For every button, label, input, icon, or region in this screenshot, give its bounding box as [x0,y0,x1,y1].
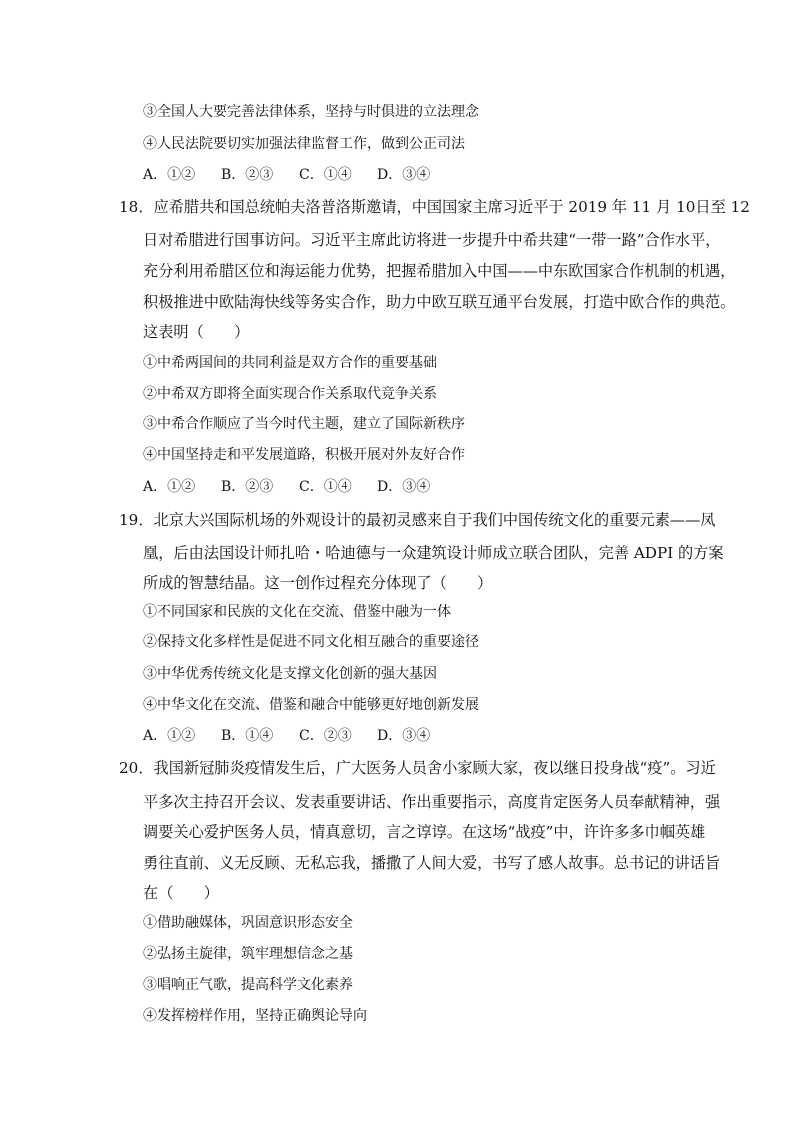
q18-stem-line: 积极推进中欧陆海快线等务实合作，助力中欧互联互通平台发展，打造中欧合作的典范。 [143,293,736,311]
q18-option-4: ④中国坚持走和平发展道路，积极开展对外友好合作 [143,447,465,463]
answer-a: A．①② [143,728,196,744]
q19-option-3: ③中华优秀传统文化是支撑文化创新的强大基因 [143,666,437,682]
prev-answer-choices [143,165,430,185]
answer-d: D．③④ [377,479,431,495]
q19-option-1: ①不同国家和民族的文化在交流、借鉴中融为一体 [143,604,451,620]
answer-d: D．③④ [377,728,431,744]
q20-stem-line: 调要关心爱护医务人员，情真意切，言之谆谆。在这场“战疫”中，许许多多巾帼英雄 [143,823,706,841]
q18-option-1: ①中希两国间的共同利益是双方合作的重要基础 [143,355,437,371]
q19-stem-line: 所成的智慧结晶。这一创作过程充分体现了（ ） [143,574,493,592]
q18-answer-choices [143,477,430,497]
q19-answer-choices [143,726,430,746]
answer-d: D．③④ [377,167,431,183]
q20-option-3: ③唱响正气歌，提高科学文化素养 [143,977,353,993]
q19-stem-line: 凰，后由法国设计师扎哈・哈迪德与一众建筑设计师成立联合团队，完善 ADPI 的方案 [143,544,724,562]
q18-stem-line: 充分利用希腊区位和海运能力优势，把握希腊加入中国——中东欧国家合作机制的机遇， [143,262,736,280]
answer-a: A．①② [143,167,196,183]
q19-option-2: ②保持文化多样性是促进不同文化相互融合的重要途径 [143,634,479,650]
answer-b: B．①④ [221,728,274,744]
q20-stem-line: 20．我国新冠肺炎疫情发生后，广大医务人员舍小家顾大家，夜以继日投身战“疫”。习近 [119,759,716,777]
q18-stem-line: 日对希腊进行国事访问。习近平主席此访将进一步提升中希共建“一带一路”合作水平， [143,231,721,249]
answer-c: C．①④ [299,479,352,495]
q19-option-4: ④中华文化在交流、借鉴和融合中能够更好地创新发展 [143,697,479,713]
q20-option-1: ①借助融媒体，巩固意识形态安全 [143,915,353,931]
answer-b: B．②③ [221,479,274,495]
q19-stem-line: 19．北京大兴国际机场的外观设计的最初灵感来自于我们中国传统文化的重要元素——凤 [119,511,716,529]
q18-option-3: ③中希合作顺应了当今时代主题，建立了国际新秩序 [143,416,465,432]
answer-b: B．②③ [221,167,274,183]
q18-stem-line: 这表明（ ） [143,323,250,341]
q20-stem-line: 在（ ） [143,884,219,902]
answer-a: A．①② [143,479,196,495]
answer-c: C．①④ [299,167,352,183]
prev-option-3: ③全国人大要完善法律体系，坚持与时俱进的立法理念 [143,104,479,120]
q20-option-4: ④发挥榜样作用，坚持正确舆论导向 [143,1008,367,1024]
q20-stem-line: 平多次主持召开会议、发表重要讲话、作出重要指示，高度肯定医务人员奉献精神，强 [143,793,721,811]
q20-option-2: ②弘扬主旋律，筑牢理想信念之基 [143,946,353,962]
prev-option-4: ④人民法院要切实加强法律监督工作，做到公正司法 [143,136,465,152]
answer-c: C．②③ [299,728,352,744]
q20-stem-line: 勇往直前、义无反顾、无私忘我，播撒了人间大爱，书写了感人故事。总书记的讲话旨 [143,854,721,872]
q18-option-2: ②中希双方即将全面实现合作关系取代竞争关系 [143,386,437,402]
q18-stem-line: 18．应希腊共和国总统帕夫洛普洛斯邀请，中国国家主席习近平于 2019 年 11 月 10日至 12 [119,198,750,216]
